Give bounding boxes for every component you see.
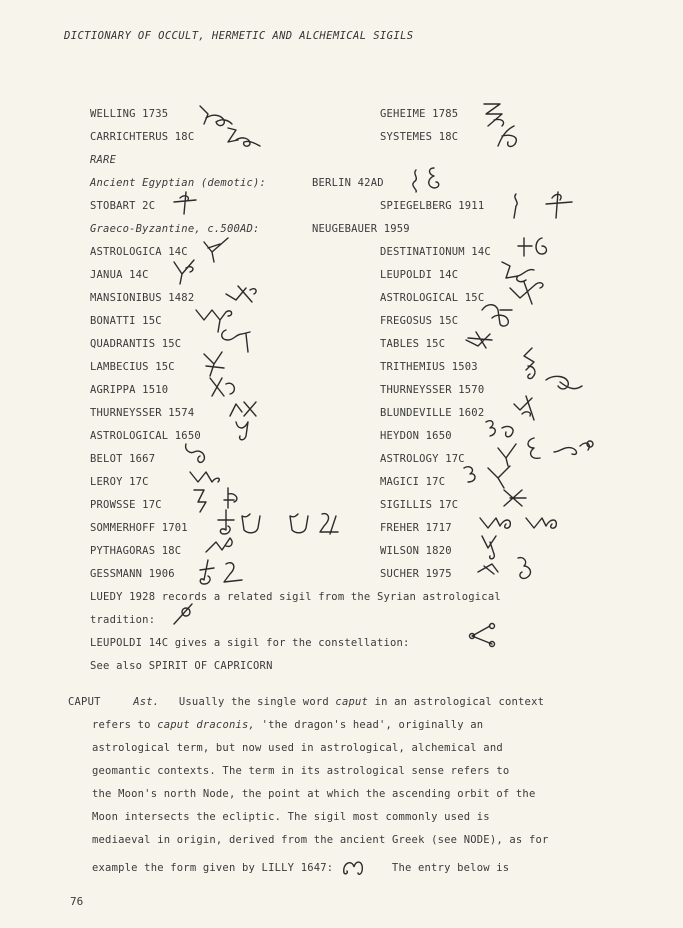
entry-gessmann: GESSMANN 1906 xyxy=(90,568,175,580)
caput-draconis-sigil-lilly xyxy=(340,857,366,877)
entry-heydon: HEYDON 1650 xyxy=(380,430,452,442)
entry-thurneysser-1570: THURNEYSSER 1570 xyxy=(380,384,485,396)
entry-astrological-1650: ASTROLOGICAL 1650 xyxy=(90,430,201,442)
entry-pythagoras: PYTHAGORAS 18C xyxy=(90,545,182,557)
entry-blundeville: BLUNDEVILLE 1602 xyxy=(380,407,485,419)
caput-line-2: refers to caput draconis, 'the dragon's head', originally an xyxy=(92,719,484,731)
entry-wilson: WILSON 1820 xyxy=(380,545,452,557)
entry-carrichterus: CARRICHTERUS 18C xyxy=(90,131,195,143)
entry-thurneysser-1574: THURNEYSSER 1574 xyxy=(90,407,195,419)
entry-magici: MAGICI 17C xyxy=(380,476,446,488)
caput-line-6: Moon intersects the ecliptic. The sigil most commonly used is xyxy=(92,811,490,823)
entry-destinationum: DESTINATIONUM 14C xyxy=(380,246,491,258)
entry-neugebauer: NEUGEBAUER 1959 xyxy=(312,223,410,235)
capricorn-sigil-thurneysser-1570 xyxy=(540,368,586,398)
syrian-sigil-luedy xyxy=(168,600,198,628)
caput-abbreviation: Ast. xyxy=(133,696,160,708)
capricorn-sigil-astrologica xyxy=(200,234,234,264)
capricorn-sigil-pythagoras xyxy=(202,534,236,556)
capricorn-sigil-tables xyxy=(462,326,502,352)
caput-headword: CAPUT xyxy=(68,696,101,708)
entry-bonatti: BONATTI 15C xyxy=(90,315,162,327)
caput-line-8: example the form given by LILLY 1647: The entry below is xyxy=(92,857,509,877)
demotic-sigil-spiegelberg xyxy=(506,188,576,222)
entry-leupoldi: LEUPOLDI 14C xyxy=(380,269,459,281)
label-ancient-egyptian: Ancient Egyptian (demotic): xyxy=(90,177,267,189)
note-luedy: LUEDY 1928 records a related sigil from the Syrian astrological xyxy=(90,591,501,603)
capricorn-sigil-belot xyxy=(180,440,216,468)
entry-tables: TABLES 15C xyxy=(380,338,446,350)
capricorn-sigil-astrological-1650 xyxy=(232,414,260,444)
entry-systemes: SYSTEMES 18C xyxy=(380,131,459,143)
entry-astrological-15c: ASTROLOGICAL 15C xyxy=(380,292,485,304)
caput-line-5: the Moon's north Node, the point at which the ascending orbit of the xyxy=(92,788,536,800)
demotic-sigil-berlin xyxy=(406,164,446,196)
caput-line-1: CAPUT Ast. Usually the single word caput in an astrological context xyxy=(68,696,545,708)
entry-sucher: SUCHER 1975 xyxy=(380,568,452,580)
entry-berlin: BERLIN 42AD xyxy=(312,177,384,189)
capricorn-sigil-janua xyxy=(170,256,200,286)
entry-fregosus: FREGOSUS 15C xyxy=(380,315,459,327)
page-number: 76 xyxy=(70,895,84,908)
capricorn-sigil-gessmann xyxy=(196,556,252,586)
section-label-rare: RARE xyxy=(90,154,117,166)
note-leupoldi-constellation: LEUPOLDI 14C gives a sigil for the constellation: xyxy=(90,637,410,649)
entry-astrology-17c: ASTROLOGY 17C xyxy=(380,453,465,465)
entry-janua: JANUA 14C xyxy=(90,269,149,281)
label-graeco-byzantine: Graeco-Byzantine, c.500AD: xyxy=(90,223,260,235)
entry-trithemius: TRITHEMIUS 1503 xyxy=(380,361,478,373)
note-luedy-continued: tradition: xyxy=(90,614,156,626)
entry-leroy: LEROY 17C xyxy=(90,476,149,488)
entry-quadrantis: QUADRANTIS 15C xyxy=(90,338,182,350)
note-see-also: See also SPIRIT OF CAPRICORN xyxy=(90,660,273,672)
caput-line-3: astrological term, but now used in astrological, alchemical and xyxy=(92,742,503,754)
entry-stobart: STOBART 2C xyxy=(90,200,156,212)
entry-astrologica: ASTROLOGICA 14C xyxy=(90,246,188,258)
entry-freher: FREHER 1717 xyxy=(380,522,452,534)
entry-spiegelberg: SPIEGELBERG 1911 xyxy=(380,200,485,212)
entry-geheime: GEHEIME 1785 xyxy=(380,108,459,120)
running-title: DICTIONARY OF OCCULT, HERMETIC AND ALCHEMICAL SIGILS xyxy=(64,30,414,42)
entry-belot: BELOT 1667 xyxy=(90,453,156,465)
capricorn-sigil-carrichterus xyxy=(224,124,264,152)
capricorn-sigil-systemes xyxy=(492,122,526,154)
entry-agrippa: AGRIPPA 1510 xyxy=(90,384,169,396)
capricorn-sigil-sucher xyxy=(474,552,548,586)
entry-mansionibus: MANSIONIBUS 1482 xyxy=(90,292,195,304)
demotic-sigil-stobart xyxy=(170,190,200,216)
caput-line-4: geomantic contexts. The term in its astrological sense refers to xyxy=(92,765,510,777)
entry-prowsse: PROWSSE 17C xyxy=(90,499,162,511)
entry-sommerhoff: SOMMERHOFF 1701 xyxy=(90,522,188,534)
caput-line-7: mediaeval in origin, derived from the ancient Greek (see NODE), as for xyxy=(92,834,549,846)
entry-welling: WELLING 1735 xyxy=(90,108,169,120)
constellation-sigil-leupoldi xyxy=(464,620,504,648)
entry-lambecius: LAMBECIUS 15C xyxy=(90,361,175,373)
entry-sigillis: SIGILLIS 17C xyxy=(380,499,459,511)
